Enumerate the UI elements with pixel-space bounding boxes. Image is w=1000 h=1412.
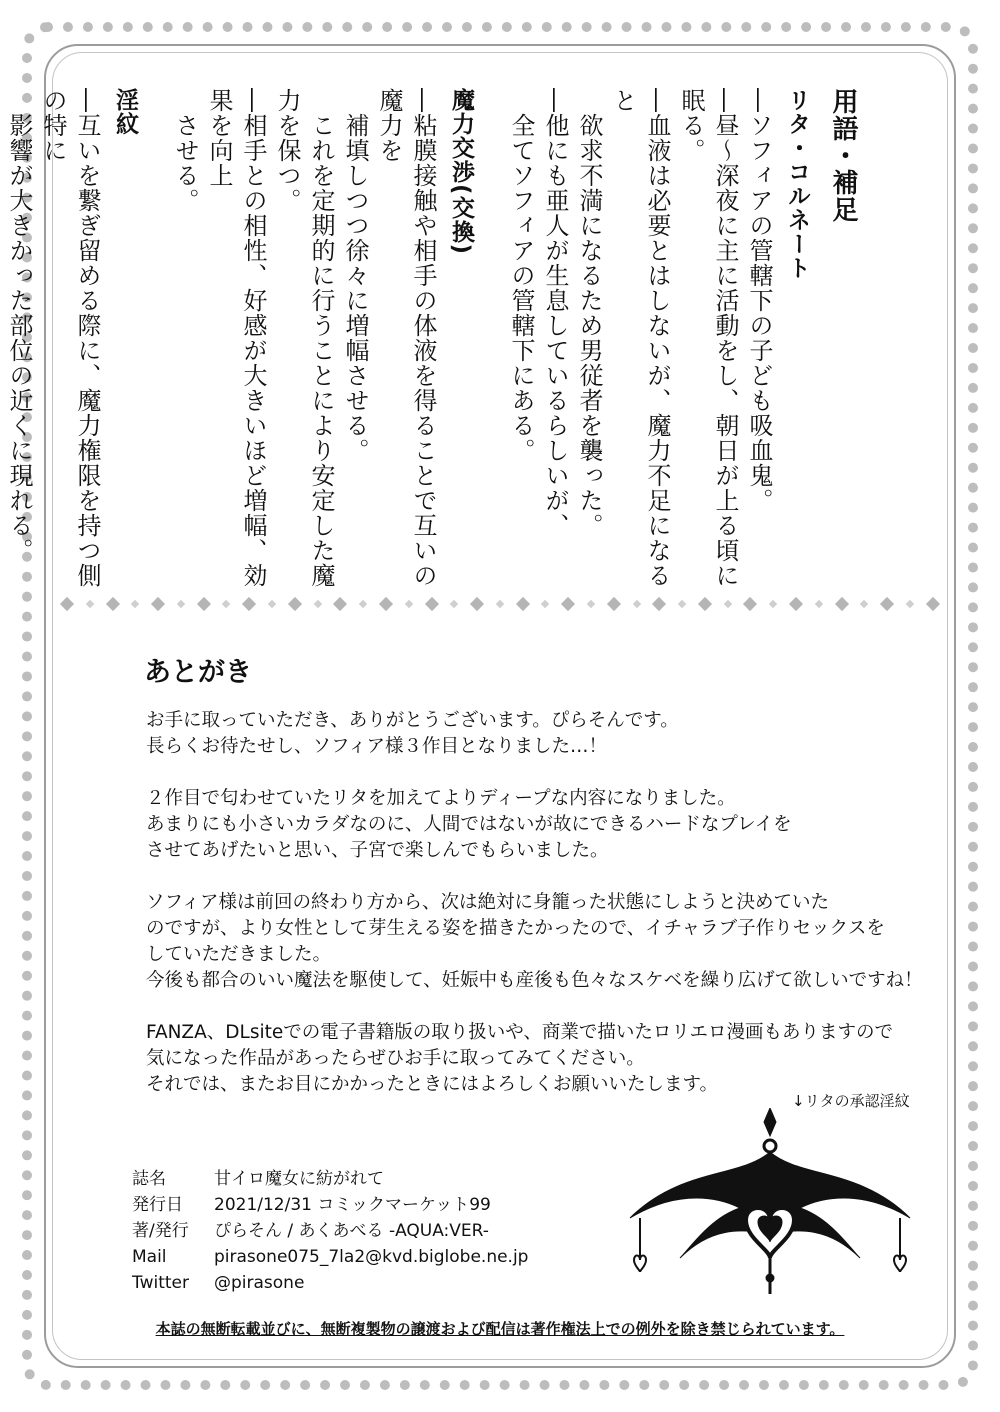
glossary-line: これを定期的に行うことにより安定した魔力を保つ。 — [273, 88, 335, 588]
copyright-notice: 本誌の無断転載並びに、無断複製物の譲渡および配信は著作権法上での例外を除き禁じられています。 — [155, 1320, 845, 1338]
afterword-line: していただきました。 — [146, 944, 332, 965]
glossary-term: 淫紋 — [112, 88, 138, 136]
glossary-line: ―粘膜接触や相手の体液を得ることで互いの魔力を — [375, 88, 437, 588]
glossary-heading: 用語・補足 — [828, 88, 858, 223]
colophon-email[interactable]: pirasone075_7la2@kvd.biglobe.ne.jp — [214, 1247, 529, 1267]
colophon-row — [132, 1218, 528, 1244]
afterword-line: させてあげたいと思い、子宮で楽しんでもらいました。 — [146, 840, 609, 861]
colophon-value: 甘イロ魔女に紡がれて — [214, 1169, 384, 1189]
afterword-line: 長らくお待たせし、ソフィア様３作目となりました…！ — [146, 736, 608, 757]
afterword-paragraph — [146, 890, 923, 994]
afterword-title: あとがき — [144, 657, 252, 688]
afterword-body — [146, 708, 923, 1124]
glossary-term: リタ・コルネート — [784, 88, 810, 280]
colophon-row — [132, 1270, 528, 1296]
afterword-line: ソフィア様は前回の終わり方から、次は絶対に身籠った状態にしようと決めていた — [146, 892, 830, 913]
crest-emblem-icon — [620, 1108, 920, 1298]
colophon — [132, 1166, 528, 1296]
colophon-row — [132, 1244, 528, 1270]
afterword-line: それでは、またお目にかかったときにはよろしくお願いいたします。 — [146, 1074, 719, 1095]
glossary-line: 欲求不満になるため男従者を襲った。 — [575, 88, 603, 538]
colophon-value: 2021/12/31 コミックマーケット99 — [214, 1195, 491, 1215]
afterword-paragraph — [146, 786, 906, 864]
afterword-line: ２作目で匂わせていたリタを加えてよりディープな内容になりました。 — [146, 788, 736, 809]
colophon-key: 著/発行 — [132, 1221, 189, 1241]
colophon-value: ぴらそん / あくあべる -AQUA:VER- — [214, 1221, 489, 1241]
glossary-term: 魔力交渉(交換) — [448, 88, 474, 256]
glossary-line: ―他にも亜人が生息しているらしいが、 — [541, 88, 569, 538]
glossary-line: ―ソフィアの管轄下の子ども吸血鬼。 — [745, 88, 773, 513]
glossary-line: 補填しつつ徐々に増幅させる。 — [341, 88, 369, 463]
colophon-key: 誌名 — [132, 1169, 166, 1189]
afterword-line: 今後も都合のいい魔法を駆使して、妊娠中も産後も色々なスケベを繰り広げて欲しいですね！ — [146, 970, 923, 991]
afterword-line: FANZA、DLsiteでの電子書籍版の取り扱いや、商業で描いたロリエロ漫画もありますので — [146, 1022, 893, 1043]
glossary-line: 影響が大きかった部位の近くに現れる。 — [5, 88, 33, 563]
glossary-line: 全てソフィアの管轄下にある。 — [507, 88, 535, 463]
colophon-key: Mail — [132, 1247, 167, 1267]
glossary-line: ―血液は必要とはしないが、魔力不足になると — [609, 88, 671, 588]
afterword-paragraph — [146, 708, 906, 760]
colophon-key: 発行日 — [132, 1195, 183, 1215]
glossary-line: ―互いを繋ぎ留める際に、魔力権限を持つ側の特に — [39, 88, 101, 588]
afterword-line: あまりにも小さいカラダなのに、人間ではないが故にできるハードなプレイを — [146, 814, 792, 835]
glossary-line: ―相手との相性、好感が大きいほど増幅、効果を向上 — [205, 88, 267, 588]
afterword-line: 気になった作品があったらぜひお手に取ってみてください。 — [146, 1048, 645, 1069]
colophon-row — [132, 1192, 528, 1218]
afterword-line: のですが、より女性として芽生える姿を描きたかったので、イチャラブ子作りセックスを — [146, 918, 885, 939]
glossary-line: させる。 — [171, 88, 199, 213]
glossary-line: ―昼～深夜に主に活動をし、朝日が上る頃に眠る。 — [677, 88, 739, 588]
mark-caption: ↓リタの承認淫紋 — [792, 1092, 910, 1110]
afterword-line: お手に取っていただき、ありがとうございます。ぴらそんです。 — [146, 710, 679, 731]
afterword-paragraph — [146, 1020, 906, 1098]
glossary-section — [0, 88, 860, 608]
colophon-key: Twitter — [132, 1273, 189, 1293]
colophon-twitter-handle[interactable]: @pirasone — [214, 1273, 305, 1293]
ornamental-divider — [62, 592, 938, 616]
colophon-row — [132, 1166, 528, 1192]
